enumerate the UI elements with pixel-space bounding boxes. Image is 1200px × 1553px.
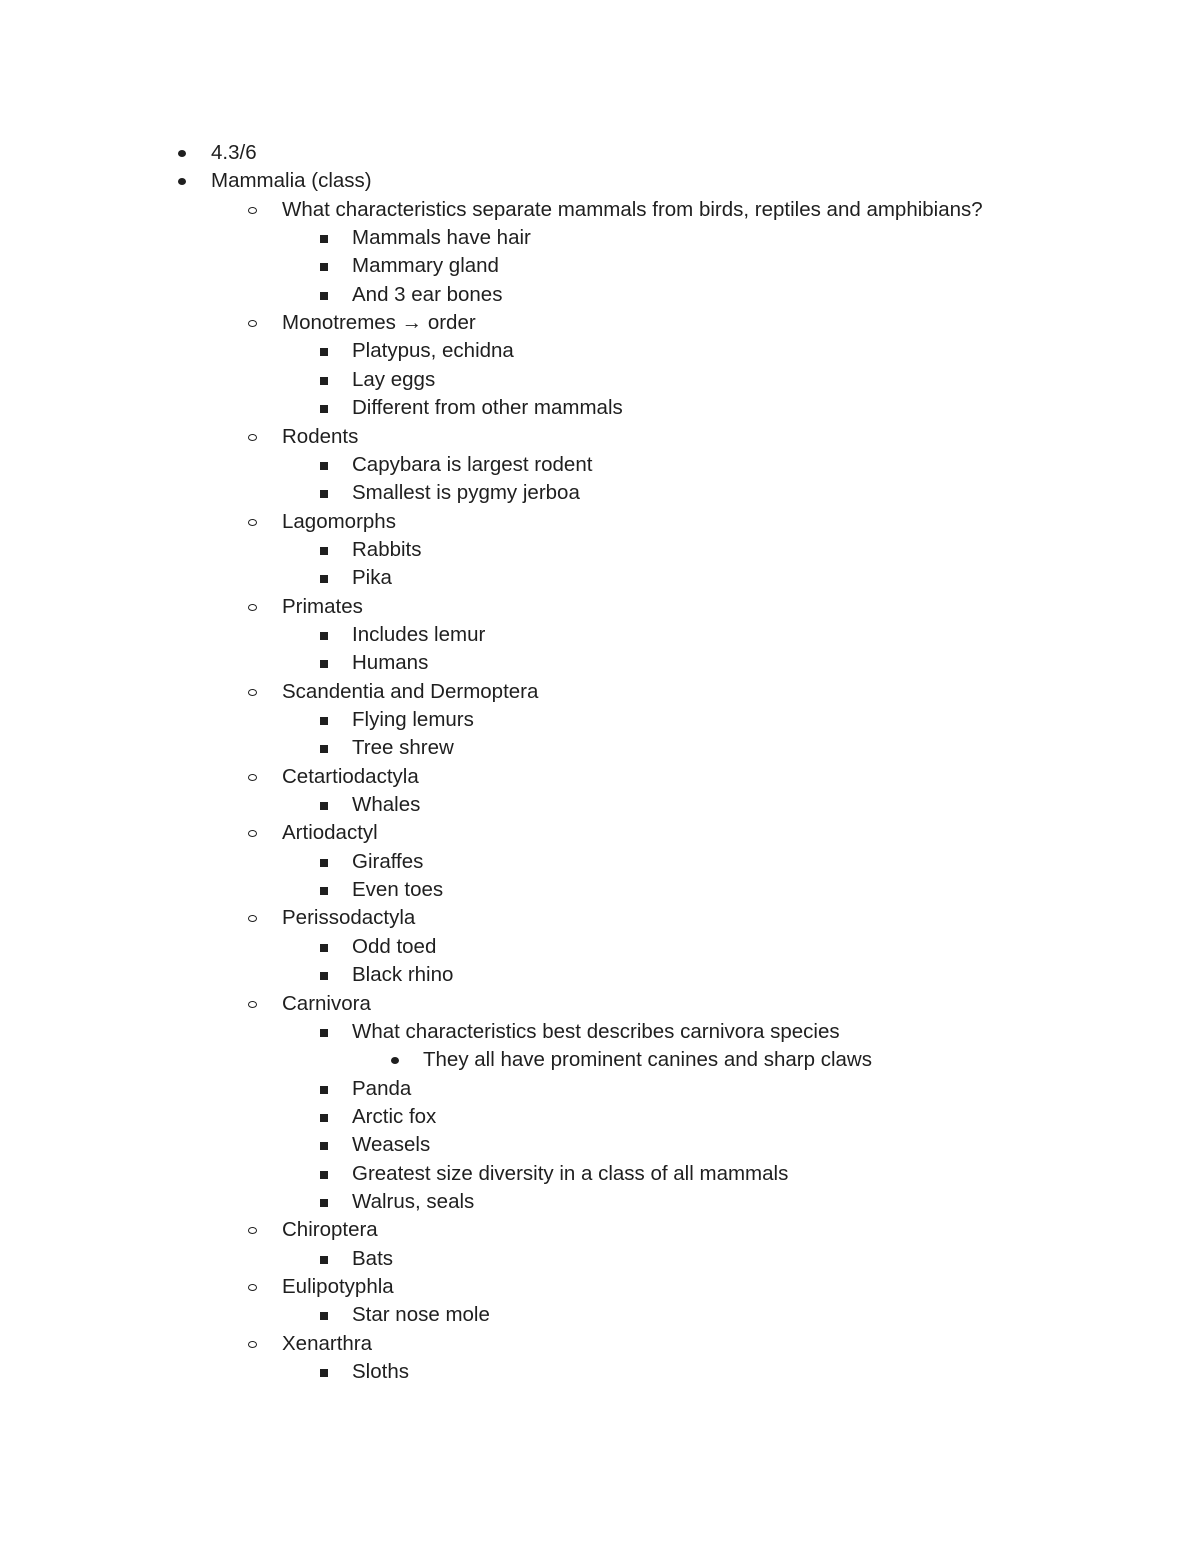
square-bullet-icon xyxy=(317,933,331,961)
list-item-level-1 xyxy=(0,763,1200,791)
list-item-level-2 xyxy=(0,536,1200,564)
list-item-level-1 xyxy=(0,1216,1200,1244)
circle-bullet-icon xyxy=(246,678,260,706)
list-item-text: Tree shrew xyxy=(352,736,454,759)
list-item-level-2 xyxy=(0,366,1200,394)
list-item-level-2 xyxy=(0,479,1200,507)
list-item-level-2 xyxy=(0,281,1200,309)
list-item-level-2 xyxy=(0,791,1200,819)
list-item-level-2 xyxy=(0,1018,1200,1046)
list-item-level-2 xyxy=(0,734,1200,762)
disc-bullet-icon xyxy=(388,1046,402,1074)
disc-bullet-icon xyxy=(175,167,189,195)
square-bullet-icon xyxy=(317,1245,331,1273)
list-item-level-2 xyxy=(0,564,1200,592)
circle-bullet-icon xyxy=(246,1273,260,1301)
square-bullet-icon xyxy=(317,337,331,365)
list-item-level-1 xyxy=(0,819,1200,847)
list-item-level-2 xyxy=(0,451,1200,479)
list-item-level-2 xyxy=(0,933,1200,961)
list-item-text: Odd toed xyxy=(352,935,437,958)
square-bullet-icon xyxy=(317,1018,331,1046)
square-bullet-icon xyxy=(317,366,331,394)
list-item-level-2 xyxy=(0,1245,1200,1273)
list-item-text: Rodents xyxy=(282,425,359,448)
list-item-level-2 xyxy=(0,706,1200,734)
circle-bullet-icon xyxy=(246,990,260,1018)
square-bullet-icon xyxy=(317,621,331,649)
square-bullet-icon xyxy=(317,1075,331,1103)
square-bullet-icon xyxy=(317,564,331,592)
list-item-text: Flying lemurs xyxy=(352,708,474,731)
list-item-text: 4.3/6 xyxy=(211,141,257,164)
list-item-level-1 xyxy=(0,1330,1200,1358)
list-item-text: Panda xyxy=(352,1077,412,1100)
list-item-level-2 xyxy=(0,1160,1200,1188)
list-item-level-2 xyxy=(0,876,1200,904)
list-item-text: What characteristics separate mammals from birds, reptiles and amphibians? xyxy=(282,198,983,221)
list-item-text: Black rhino xyxy=(352,963,454,986)
square-bullet-icon xyxy=(317,1131,331,1159)
list-item-level-1 xyxy=(0,990,1200,1018)
circle-bullet-icon xyxy=(246,1330,260,1358)
square-bullet-icon xyxy=(317,649,331,677)
list-item-level-2 xyxy=(0,848,1200,876)
list-item-level-1 xyxy=(0,508,1200,536)
circle-bullet-icon xyxy=(246,196,260,224)
list-item-text: Lagomorphs xyxy=(282,510,396,533)
list-item-text: Includes lemur xyxy=(352,623,486,646)
list-item-text: Greatest size diversity in a class of all mammals xyxy=(352,1162,789,1185)
list-item-text: Primates xyxy=(282,595,363,618)
list-item-text: Whales xyxy=(352,793,421,816)
list-item-text: Pika xyxy=(352,566,392,589)
list-item-text: Carnivora xyxy=(282,992,371,1015)
square-bullet-icon xyxy=(317,224,331,252)
list-item-level-0 xyxy=(0,167,1200,195)
list-item-text: Lay eggs xyxy=(352,368,436,391)
list-item-level-2 xyxy=(0,961,1200,989)
list-item-text: Even toes xyxy=(352,878,444,901)
square-bullet-icon xyxy=(317,1301,331,1329)
list-item-text: Platypus, echidna xyxy=(352,339,514,362)
circle-bullet-icon xyxy=(246,593,260,621)
list-item-level-2 xyxy=(0,394,1200,422)
square-bullet-icon xyxy=(317,734,331,762)
circle-bullet-icon xyxy=(246,904,260,932)
list-item-level-2 xyxy=(0,1075,1200,1103)
list-item-text: Walrus, seals xyxy=(352,1190,475,1213)
list-item-text: Mammary gland xyxy=(352,254,499,277)
list-item-level-2 xyxy=(0,1301,1200,1329)
list-item-text: They all have prominent canines and sharp claws xyxy=(423,1048,872,1071)
list-item-level-3 xyxy=(0,1046,1200,1074)
list-item-text: Bats xyxy=(352,1247,394,1270)
list-item-text: What characteristics best describes carnivora species xyxy=(352,1020,840,1043)
square-bullet-icon xyxy=(317,1103,331,1131)
list-item-level-2 xyxy=(0,224,1200,252)
list-item-text: Sloths xyxy=(352,1360,409,1383)
square-bullet-icon xyxy=(317,706,331,734)
list-item-level-2 xyxy=(0,1358,1200,1386)
square-bullet-icon xyxy=(317,252,331,280)
list-item-level-0 xyxy=(0,139,1200,167)
list-item-level-1 xyxy=(0,678,1200,706)
circle-bullet-icon xyxy=(246,309,260,337)
circle-bullet-icon xyxy=(246,1216,260,1244)
square-bullet-icon xyxy=(317,791,331,819)
circle-bullet-icon xyxy=(246,423,260,451)
square-bullet-icon xyxy=(317,961,331,989)
list-item-level-2 xyxy=(0,1131,1200,1159)
list-item-level-1 xyxy=(0,904,1200,932)
list-item-text: Star nose mole xyxy=(352,1303,490,1326)
square-bullet-icon xyxy=(317,479,331,507)
list-item-level-2 xyxy=(0,621,1200,649)
list-item-text: Humans xyxy=(352,651,429,674)
list-item-text: Scandentia and Dermoptera xyxy=(282,680,539,703)
list-item-text: Xenarthra xyxy=(282,1332,373,1355)
list-item-text: Artiodactyl xyxy=(282,821,378,844)
circle-bullet-icon xyxy=(246,763,260,791)
list-item-text: Chiroptera xyxy=(282,1218,378,1241)
list-item-level-1 xyxy=(0,309,1200,337)
list-item-level-1 xyxy=(0,423,1200,451)
list-item-text: Giraffes xyxy=(352,850,424,873)
list-item-level-2 xyxy=(0,1103,1200,1131)
list-item-text: Different from other mammals xyxy=(352,396,623,419)
list-item-text: Capybara is largest rodent xyxy=(352,453,593,476)
list-item-level-2 xyxy=(0,252,1200,280)
list-item-level-1 xyxy=(0,196,1200,224)
list-item-text: Mammals have hair xyxy=(352,226,531,249)
square-bullet-icon xyxy=(317,536,331,564)
square-bullet-icon xyxy=(317,394,331,422)
disc-bullet-icon xyxy=(175,139,189,167)
list-item-text: Perissodactyla xyxy=(282,906,416,929)
list-item-level-2 xyxy=(0,337,1200,365)
list-item-text: Mammalia (class) xyxy=(211,169,372,192)
list-item-text: Smallest is pygmy jerboa xyxy=(352,481,580,504)
square-bullet-icon xyxy=(317,1160,331,1188)
list-item-text: Rabbits xyxy=(352,538,422,561)
list-item-text: Weasels xyxy=(352,1133,431,1156)
list-item-level-1 xyxy=(0,1273,1200,1301)
square-bullet-icon xyxy=(317,281,331,309)
list-item-level-1 xyxy=(0,593,1200,621)
circle-bullet-icon xyxy=(246,819,260,847)
list-item-text: Arctic fox xyxy=(352,1105,437,1128)
square-bullet-icon xyxy=(317,451,331,479)
list-item-text: Eulipotyphla xyxy=(282,1275,394,1298)
circle-bullet-icon xyxy=(246,508,260,536)
square-bullet-icon xyxy=(317,1188,331,1216)
square-bullet-icon xyxy=(317,876,331,904)
list-item-text: Cetartiodactyla xyxy=(282,765,419,788)
list-item-text: And 3 ear bones xyxy=(352,283,503,306)
list-item-level-2 xyxy=(0,649,1200,677)
square-bullet-icon xyxy=(317,1358,331,1386)
list-item-level-2 xyxy=(0,1188,1200,1216)
list-item-text: Monotremes → order xyxy=(282,311,476,334)
square-bullet-icon xyxy=(317,848,331,876)
